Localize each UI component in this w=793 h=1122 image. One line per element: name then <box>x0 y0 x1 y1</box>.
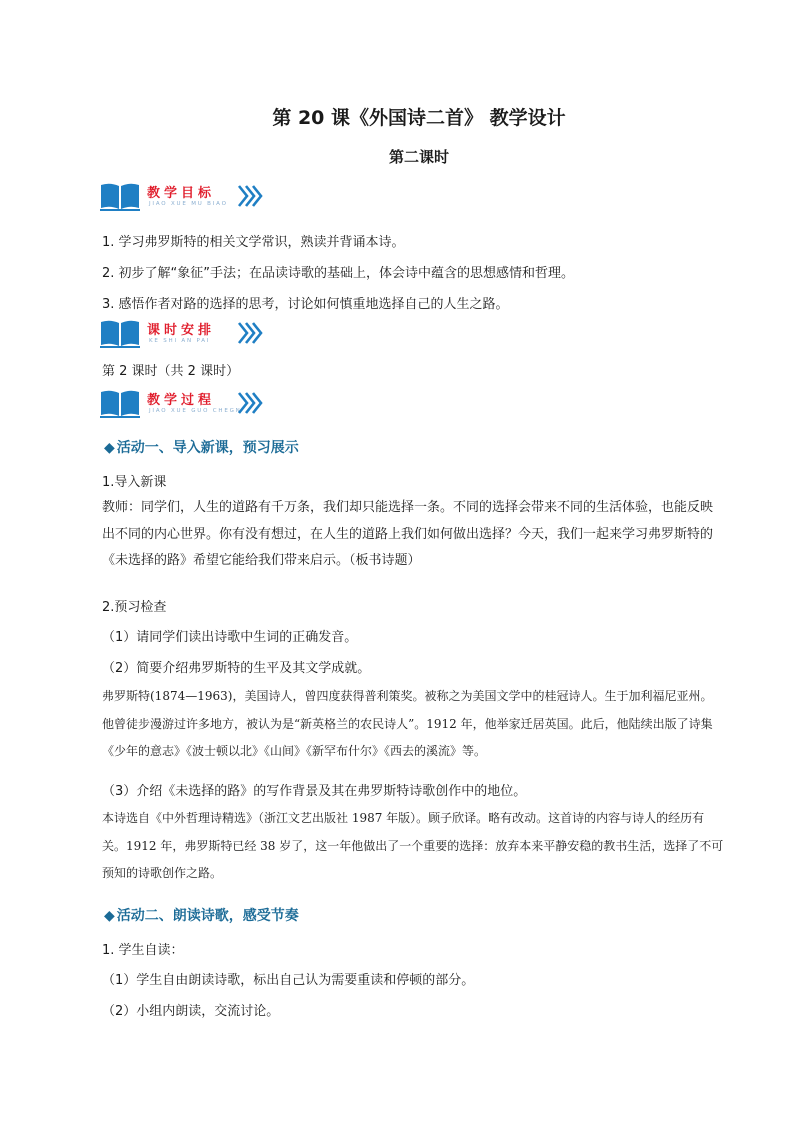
section-title: 课时安排 <box>147 323 216 338</box>
list-item: （3）介绍《未选择的路》的写作背景及其在弗罗斯特诗歌创作中的地位。 <box>102 784 527 799</box>
list-item: （2）简要介绍弗罗斯特的生平及其文学成就。 <box>102 661 371 676</box>
objective-item: 1. 学习弗罗斯特的相关文学常识，熟读并背诵本诗。 <box>102 235 405 250</box>
section-header-objectives <box>99 182 279 214</box>
teacher-paragraph: 教师：同学们，人生的道路有千万条，我们却只能选择一条。不同的选择会带来不同的生活体验，也能反映出不同的内心世界。你有没有想过，在人生的道路上我们如何做出选择？今天，我们一起来学习弗罗斯特的《未选择的路》希望它能给我们带来启示。（板书诗题） <box>102 500 714 568</box>
book-icon <box>99 389 141 419</box>
page-subtitle: 第二课时 <box>388 148 449 166</box>
section-title: 教学目标 <box>147 186 216 201</box>
activity-heading: ◆ 活动一、导入新课，预习展示 <box>104 440 299 456</box>
step-label: 2.预习检查 <box>102 600 167 615</box>
biography-paragraph: 弗罗斯特(1874—1963)，美国诗人，曾四度获得普利策奖。被称之为美国文学中的桂冠诗人。生于加利福尼亚州。他曾徒步漫游过许多地方，被认为是“新英格兰的农民诗人”。1912 年，他举家迁居英国。此后，他陆续出版了诗集《少年的意志》《波士顿以北》《山间》《新罕布什尔》《西去的溪流》等。 <box>102 689 713 758</box>
activity-heading: ◆ 活动二、朗读诗歌，感受节奏 <box>104 908 299 924</box>
diamond-icon: ◆ <box>104 908 115 924</box>
section-pinyin: JIAO XUE MU BIAO <box>149 201 228 207</box>
chevron-right-icon <box>237 320 263 346</box>
objective-item: 2. 初步了解“象征”手法；在品读诗歌的基础上，体会诗中蕴含的思想感情和哲理。 <box>102 266 575 281</box>
section-pinyin: KE SHI AN PAI <box>149 338 211 344</box>
section-header-schedule <box>99 319 279 351</box>
step-label: 1.导入新课 <box>102 475 167 490</box>
book-icon <box>99 319 141 349</box>
background-paragraph: 本诗选自《中外哲理诗精选》（浙江文艺出版社 1987 年版）。顾子欣译。略有改动。这首诗的内容与诗人的经历有关。1912 年，弗罗斯特已经 38 岁了，这一年他做出了一个重要的选择：放弃本来平静安稳的教书生活，选择了不可预知的诗歌创作之路。 <box>102 811 724 880</box>
book-icon <box>99 182 141 212</box>
section-header-process <box>99 389 279 421</box>
chevron-right-icon <box>237 183 263 209</box>
diamond-icon: ◆ <box>104 440 115 456</box>
section-title: 教学过程 <box>147 393 216 408</box>
page-title: 第 20 课《外国诗二首》 教学设计 <box>272 107 566 129</box>
list-item: （1）请同学们读出诗歌中生词的正确发音。 <box>102 630 358 645</box>
list-item: （1）学生自由朗读诗歌，标出自己认为需要重读和停顿的部分。 <box>102 973 475 988</box>
section-pinyin: JIAO XUE GUO CHEGN <box>149 408 242 414</box>
schedule-text: 第 2 课时（共 2 课时） <box>102 364 240 379</box>
chevron-right-icon <box>237 390 263 416</box>
list-item: （2）小组内朗读，交流讨论。 <box>102 1004 280 1019</box>
objective-item: 3. 感悟作者对路的选择的思考，讨论如何慎重地选择自己的人生之路。 <box>102 297 509 312</box>
step-label: 1. 学生自读： <box>102 943 184 958</box>
